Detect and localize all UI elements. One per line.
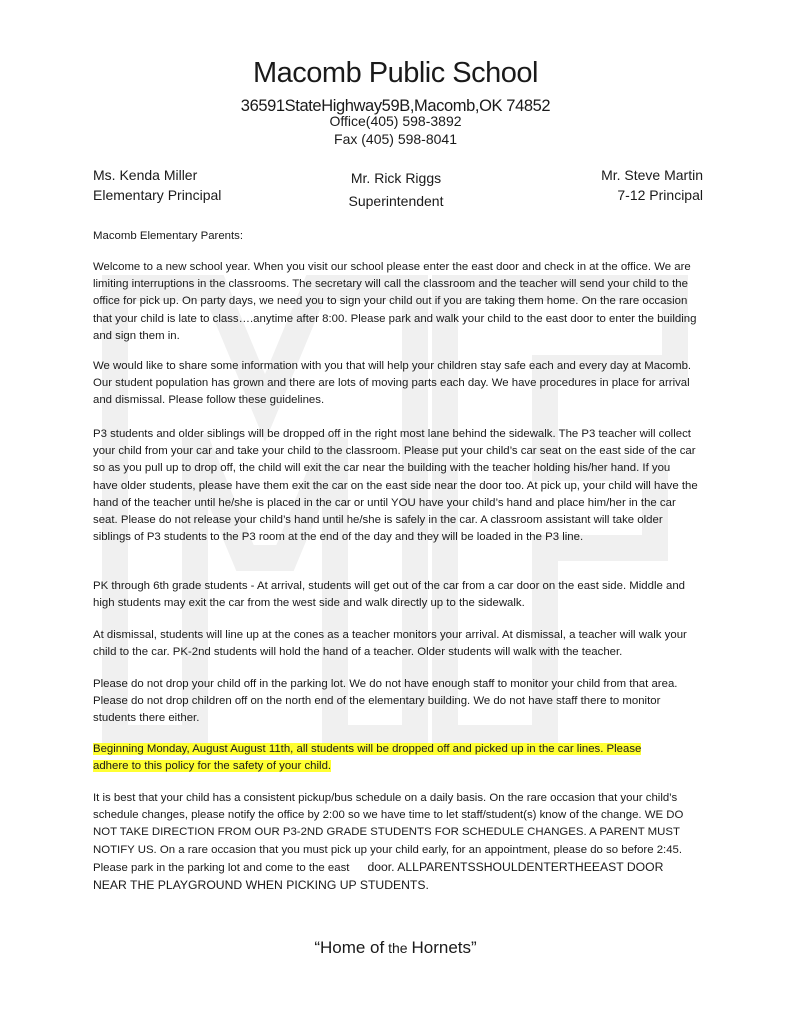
staff-right-title: 7-12 Principal [617, 187, 703, 203]
paragraph-schedule [93, 790, 698, 895]
paragraph-safety: We would like to share some information with you that will help your children stay safe each and every day at Macomb. Our student population has grown and there are lots of moving parts each day. We have procedures in place for arrival and dismissal. Please follow these guidelines. [93, 360, 692, 407]
paragraph-dismissal: At dismissal, students will line up at the cones as a teacher monitors your arrival. At dismissal, a teacher will walk your child to the car. PK-2nd students will hold the hand of a teacher. Older students will walk with the teacher. [93, 629, 687, 659]
schedule-text: It is best that your child has a consistent pickup/bus schedule on a daily basis. On the rare occasion that your child’s schedule changes, please notify the office by 2:00 so we have time to let staff/student(s) know of the change. WE DO NOT TAKE DIRECTION FROM OUR P3-2ND GRADE STUDENTS FOR SCHEDULE CHANGES. A PARENT MUST NOTIFY US. On a rare occasion that you must pick up your child early, for an appointment, please do so before 2:45. Please park in the parking lot and come to the east [93, 792, 684, 874]
paragraph-parking: Please do not drop your child off in the parking lot. We do not have enough staff to monitor your child from that area. Please do not drop children off on the north end of the elementary building. We do not have staff there to monitor students there either. [93, 678, 678, 725]
highlight-notice [93, 741, 668, 775]
salutation: Macomb Elementary Parents: [93, 230, 244, 242]
footer-suffix: Hornets” [411, 938, 477, 957]
school-address: 36591StateHighway59B,Macomb,OK 74852 [240, 97, 551, 115]
staff-middle [300, 167, 492, 213]
paragraph-welcome: Welcome to a new school year. When you visit our school please enter the east door and check in at the office. We are limiting interruptions in the classrooms. The secretary will call the classroom and the teacher will send your child to the office for pick up. On party days, we need you to sign your child out if you are taking them home. On the rare occasion that your child is late to class….anytime after 8:00. Please park and walk your child to the east door to enter the building and sign them in. [93, 261, 697, 342]
schedule-tail: door. ALLPARENTSSHOULDENTERTHEEAST DOOR NEAR THE PLAYGROUND WHEN PICKING UP STUDENTS. [93, 859, 664, 893]
staff-middle-name: Mr. Rick Riggs [350, 170, 442, 186]
footer-prefix: “Home of [314, 938, 385, 957]
footer-mid: the [384, 940, 412, 956]
highlight-text: Beginning Monday, August August 11th, all students will be dropped off and picked up in the car lines. Please adhere to this policy for the safety of your child. [93, 743, 642, 773]
fax-number: Fax (405) 598-8041 [334, 131, 457, 147]
paragraph-arrival: PK through 6th grade students - At arrival, students will get out of the car from a car door on the east side. Middle and high students may exit the car from the west side and walk directly up to the sidewalk. [93, 580, 686, 610]
staff-left [93, 165, 221, 205]
office-phone: Office(405) 598-3892 [329, 113, 462, 129]
staff-left-title: Elementary Principal [93, 187, 222, 203]
staff-middle-title: Superintendent [348, 193, 444, 209]
staff-right-name: Mr. Steve Martin [601, 167, 703, 183]
footer-motto [0, 938, 791, 958]
paragraph-p3: P3 students and older siblings will be dropped off in the right most lane behind the sidewalk. The P3 teacher will collect your child from your car and take your child to the classroom. Please put your child’s car seat on the east side of the car so as you pull up to drop off, the child will exit the car near the building with the teacher holding his/her hand. If you have older students, please have them exit the car on the east side near the door too. At pick up, your child will have the hand of the teacher until he/she is placed in the car or until YOU have your child’s hand and place him/her in the car seat. Please do not release your child’s hand until he/she is safely in the car. A classroom assistant will take older siblings of P3 students to the P3 room at the end of the day and they will be loaded in the P3 line. [93, 428, 698, 544]
staff-right [520, 165, 703, 205]
school-name: Macomb Public School [253, 57, 538, 89]
staff-left-name: Ms. Kenda Miller [93, 167, 198, 183]
